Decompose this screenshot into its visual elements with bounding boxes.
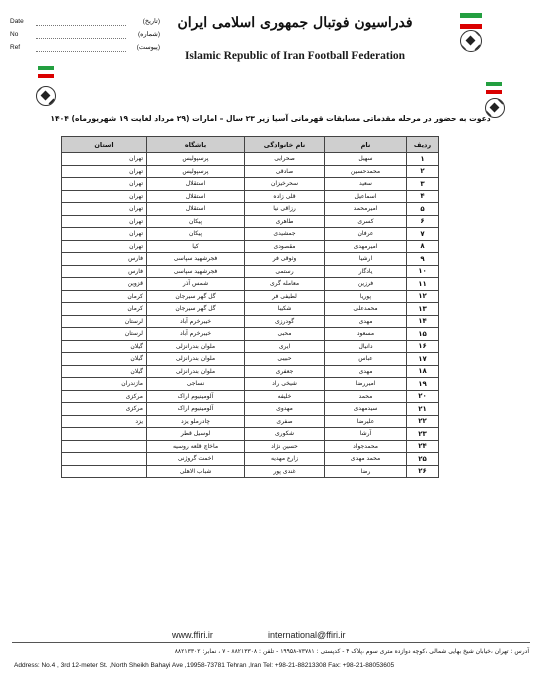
cell-row-number: ۱۲ <box>407 290 439 303</box>
cell-row-number: ۵ <box>407 203 439 216</box>
cell-club: پیکان <box>147 215 245 228</box>
cell-first-name: امیرمهدی <box>325 240 407 253</box>
table-row <box>62 240 439 253</box>
cell-club: پیکان <box>147 228 245 241</box>
table-row <box>62 365 439 378</box>
cell-province: مرکزی <box>62 390 147 403</box>
cell-first-name: سعید <box>325 178 407 191</box>
cell-first-name: سیدمهدی <box>325 403 407 416</box>
cell-first-name: محمدعلی <box>325 303 407 316</box>
cell-first-name: رضا <box>325 465 407 478</box>
cell-last-name: معامله گری <box>245 278 325 291</box>
cell-last-name: مهدوی <box>245 403 325 416</box>
cell-province: تهران <box>62 240 147 253</box>
table-header-row <box>62 137 439 153</box>
cell-province: قزوین <box>62 278 147 291</box>
federation-title-fa: فدراسيون فوتبال جمهوری اسلامی ايران <box>177 15 413 31</box>
cell-first-name: محمد <box>325 390 407 403</box>
cell-province: تهران <box>62 153 147 166</box>
table-row <box>62 440 439 453</box>
cell-province <box>62 465 147 478</box>
cell-last-name: ایری <box>245 340 325 353</box>
cell-club: آلومینیوم اراک <box>147 403 245 416</box>
footer-website[interactable]: www.ffiri.ir <box>172 630 213 640</box>
table-row <box>62 215 439 228</box>
cell-province <box>62 428 147 441</box>
cell-row-number: ۱۱ <box>407 278 439 291</box>
cell-last-name: صفری <box>245 415 325 428</box>
column-header-row-number: ردیف <box>407 137 439 153</box>
cell-row-number: ۶ <box>407 215 439 228</box>
table-row <box>62 453 439 466</box>
cell-row-number: ۲۴ <box>407 440 439 453</box>
cell-last-name: مقصودی <box>245 240 325 253</box>
cell-first-name: سهیل <box>325 153 407 166</box>
cell-province: کرمان <box>62 303 147 316</box>
cell-row-number: ۱ <box>407 153 439 166</box>
cell-club: پرسپولیس <box>147 153 245 166</box>
table-row <box>62 253 439 266</box>
cell-club: ملوان بندرانزلی <box>147 340 245 353</box>
cell-last-name: قلی زاده <box>245 190 325 203</box>
cell-first-name: عباس <box>325 353 407 366</box>
table-row <box>62 203 439 216</box>
table-row <box>62 378 439 391</box>
cell-row-number: ۱۵ <box>407 328 439 341</box>
cell-last-name: وثوقی فر <box>245 253 325 266</box>
cell-row-number: ۱۴ <box>407 315 439 328</box>
cell-club: استقلال <box>147 190 245 203</box>
ref-field <box>10 42 160 56</box>
number-label: No <box>10 31 19 38</box>
cell-first-name: مسعود <box>325 328 407 341</box>
cell-row-number: ۸ <box>407 240 439 253</box>
table-row <box>62 315 439 328</box>
cell-last-name: لطیفی فر <box>245 290 325 303</box>
cell-first-name: محمد مهدی <box>325 453 407 466</box>
number-label-fa: (شماره) <box>137 31 160 38</box>
cell-last-name: خلیفه <box>245 390 325 403</box>
cell-province: کرمان <box>62 290 147 303</box>
cell-province: تهران <box>62 228 147 241</box>
cell-club: خیبرخرم آباد <box>147 328 245 341</box>
table-row <box>62 228 439 241</box>
cell-province <box>62 453 147 466</box>
cell-row-number: ۱۸ <box>407 365 439 378</box>
cell-province: گیلان <box>62 340 147 353</box>
column-header-first-name: نام <box>325 137 407 153</box>
cell-last-name: شکوری <box>245 428 325 441</box>
cell-club: گل گهر سیرجان <box>147 303 245 316</box>
roster-body <box>62 153 439 478</box>
column-header-last-name: نام خانوادگی <box>245 137 325 153</box>
cell-club: نساجی <box>147 378 245 391</box>
cell-last-name: رزاقی نیا <box>245 203 325 216</box>
cell-row-number: ۳ <box>407 178 439 191</box>
cell-province: فارس <box>62 253 147 266</box>
cell-last-name: محبی <box>245 328 325 341</box>
flag-icon <box>486 82 502 94</box>
cell-club: چادرملو یزد <box>147 415 245 428</box>
cell-province: تهران <box>62 190 147 203</box>
cell-last-name: طاهری <box>245 215 325 228</box>
table-row <box>62 290 439 303</box>
cell-row-number: ۲۲ <box>407 415 439 428</box>
table-row <box>62 190 439 203</box>
table-row <box>62 390 439 403</box>
table-row <box>62 265 439 278</box>
football-icon <box>460 30 482 52</box>
cell-row-number: ۱۹ <box>407 378 439 391</box>
cell-province <box>62 440 147 453</box>
cell-last-name: زارع مهدیه <box>245 453 325 466</box>
cell-last-name: حبیبی <box>245 353 325 366</box>
flag-icon <box>38 66 54 78</box>
cell-club: خیبرخرم آباد <box>147 315 245 328</box>
cell-province: تهران <box>62 215 147 228</box>
table-row <box>62 153 439 166</box>
cell-club: فجرشهید سپاسی <box>147 253 245 266</box>
footer-address-en: Address: No.4 , 3rd 12-meter St. ,North Sheikh Bahayi Ave ,19958-73781 Tehran ,Iran Tel: +98-21-88213308 Fax: +98-21-88053605 <box>14 662 395 669</box>
cell-first-name: مهدی <box>325 315 407 328</box>
cell-row-number: ۷ <box>407 228 439 241</box>
table-row <box>62 303 439 316</box>
cell-last-name: شیخی راد <box>245 378 325 391</box>
cell-last-name: غندی پور <box>245 465 325 478</box>
ref-label: Ref <box>10 44 21 51</box>
cell-first-name: ارشیا <box>325 253 407 266</box>
cell-first-name: عرفان <box>325 228 407 241</box>
cell-club: استقلال <box>147 178 245 191</box>
cell-province: مرکزی <box>62 403 147 416</box>
cell-last-name: صادقی <box>245 165 325 178</box>
cell-last-name: حسین نژاد <box>245 440 325 453</box>
cell-club: فجرشهید سپاسی <box>147 265 245 278</box>
cell-first-name: دانیال <box>325 340 407 353</box>
cell-first-name: محمدحسین <box>325 165 407 178</box>
cell-province: فارس <box>62 265 147 278</box>
cell-row-number: ۱۰ <box>407 265 439 278</box>
cell-first-name: یادگار <box>325 265 407 278</box>
cell-club: استقلال <box>147 203 245 216</box>
column-header-club: باشگاه <box>147 137 245 153</box>
table-row <box>62 340 439 353</box>
ref-label-fa: (پيوست) <box>136 44 160 51</box>
cell-row-number: ۲۶ <box>407 465 439 478</box>
number-line <box>36 38 126 39</box>
cell-first-name: مهدی <box>325 365 407 378</box>
cell-row-number: ۲۱ <box>407 403 439 416</box>
table-row <box>62 465 439 478</box>
cell-row-number: ۲۳ <box>407 428 439 441</box>
date-label: Date <box>10 18 24 25</box>
cell-province: تهران <box>62 178 147 191</box>
football-icon <box>36 86 56 106</box>
cell-row-number: ۲۵ <box>407 453 439 466</box>
column-header-province: استان <box>62 137 147 153</box>
table-row <box>62 428 439 441</box>
date-label-fa: (تاريخ) <box>142 18 160 25</box>
date-field <box>10 16 160 30</box>
cell-club: شمس آذر <box>147 278 245 291</box>
cell-club: اخمت گروژنی <box>147 453 245 466</box>
cell-province: تهران <box>62 165 147 178</box>
cell-club: آلومینیوم اراک <box>147 390 245 403</box>
table-row <box>62 353 439 366</box>
cell-province: تهران <box>62 203 147 216</box>
document-title: دعوت به حضور در مرحله مقدماتی مسابقات قهرمانی آسیا زیر ۲۳ سال – امارات (۲۹ مرداد لغایت ۱۹ شهریورماه) ۱۴۰۴ <box>50 114 491 123</box>
cell-club: ملوان بندرانزلی <box>147 353 245 366</box>
cell-row-number: ۱۳ <box>407 303 439 316</box>
table-row <box>62 415 439 428</box>
cell-last-name: گودرزی <box>245 315 325 328</box>
footer-address-fa: آدرس : تهران ،خیابان شیخ بهایی شمالی ،کوچه دوازده متری سوم ،پلاک ۴ - کدپستی : ۷۳۷۸۱-۱۹۹۵۸ - تلفن : ۸۸۲۱۳۳۰۸ - ۷ ، نمابر: ۸۸۲۱۳۳۰۲ <box>174 648 529 655</box>
cell-row-number: ۱۷ <box>407 353 439 366</box>
footer-email[interactable]: international@ffiri.ir <box>268 630 346 640</box>
cell-row-number: ۲ <box>407 165 439 178</box>
cell-first-name: امیررضا <box>325 378 407 391</box>
cell-first-name: اسماعیل <box>325 190 407 203</box>
cell-last-name: رستمی <box>245 265 325 278</box>
cell-first-name: محمدجواد <box>325 440 407 453</box>
cell-last-name: صحرایی <box>245 153 325 166</box>
cell-first-name: پوریا <box>325 290 407 303</box>
cell-province: گیلان <box>62 365 147 378</box>
cell-last-name: جمشیدی <box>245 228 325 241</box>
table-row <box>62 328 439 341</box>
ref-line <box>36 51 126 52</box>
footer-divider <box>12 642 530 643</box>
table-row <box>62 278 439 291</box>
cell-row-number: ۹ <box>407 253 439 266</box>
table-row <box>62 178 439 191</box>
date-line <box>36 25 126 26</box>
cell-first-name: امیرمحمد <box>325 203 407 216</box>
cell-province: لرستان <box>62 328 147 341</box>
cell-club: ماخاچ قلعه روسیه <box>147 440 245 453</box>
cell-last-name: شکیبا <box>245 303 325 316</box>
cell-first-name: کسری <box>325 215 407 228</box>
cell-club: ملوان بندرانزلی <box>147 365 245 378</box>
table-row <box>62 165 439 178</box>
cell-first-name: علیرضا <box>325 415 407 428</box>
cell-province: مازندران <box>62 378 147 391</box>
flag-icon <box>460 13 482 29</box>
cell-row-number: ۴ <box>407 190 439 203</box>
federation-title-en: Islamic Republic of Iran Football Federation <box>184 50 406 62</box>
cell-province: گیلان <box>62 353 147 366</box>
cell-club: گل گهر سیرجان <box>147 290 245 303</box>
table-row <box>62 403 439 416</box>
cell-last-name: جعفری <box>245 365 325 378</box>
number-field <box>10 29 160 43</box>
cell-club: شباب الاهلی <box>147 465 245 478</box>
cell-row-number: ۲۰ <box>407 390 439 403</box>
cell-last-name: سحرخیزان <box>245 178 325 191</box>
cell-province: لرستان <box>62 315 147 328</box>
cell-club: کیا <box>147 240 245 253</box>
cell-first-name: فرزین <box>325 278 407 291</box>
cell-row-number: ۱۶ <box>407 340 439 353</box>
cell-first-name: آرشا <box>325 428 407 441</box>
roster-table <box>61 136 439 478</box>
cell-club: لوسیل قطر <box>147 428 245 441</box>
cell-club: پرسپولیس <box>147 165 245 178</box>
cell-province: یزد <box>62 415 147 428</box>
